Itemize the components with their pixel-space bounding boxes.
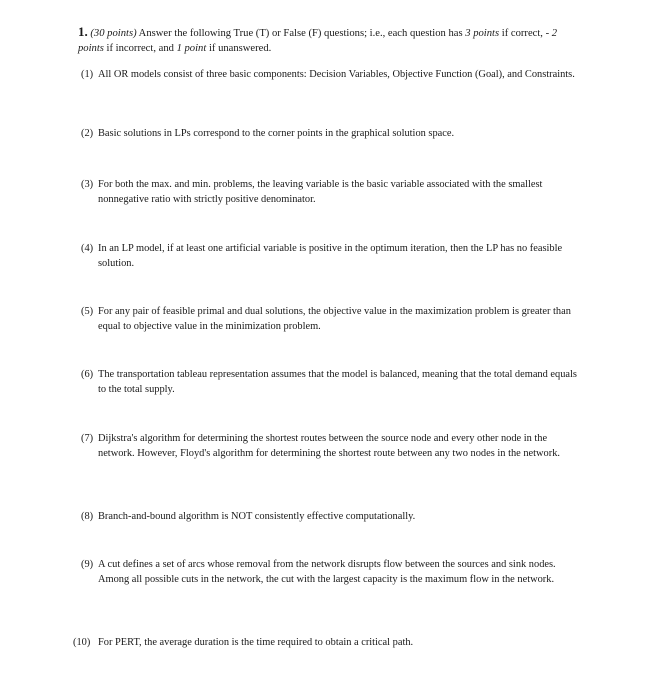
question-intro: Answer the following True (T) or False (F) questions; i.e., each question has [136,28,466,39]
statement-number: (10) [73,637,91,648]
statement-item-2 [81,126,581,141]
statement-item-5 [81,304,581,334]
statement-text: For any pair of feasible primal and dual solutions, the objective value in the maximization problem is greater than equal to objective value in the minimization problem. [98,306,571,332]
statement-item-4 [81,241,581,271]
unanswered-points: 1 point [176,43,207,54]
correct-text: if correct, - [499,28,552,39]
statement-item-7 [81,431,581,461]
statement-item-6 [81,367,581,397]
statement-number: (8) [81,511,94,522]
statement-text: All OR models consist of three basic components: Decision Variables, Objective Function (Goal), and Constraints. [98,69,575,80]
statement-number: (7) [81,433,94,444]
statement-item-10 [73,635,581,650]
question-number: 1. [78,24,88,39]
statement-text: For both the max. and min. problems, the leaving variable is the basic variable associated with the smallest nonnegative ratio with strictly positive denominator. [98,179,543,205]
statement-item-8 [81,509,581,524]
question-points: (30 points) [90,28,137,39]
statement-number: (4) [81,243,94,254]
statement-text: The transportation tableau representation assumes that the model is balanced, meaning that the total demand equals to the total supply. [98,369,577,395]
statement-text: In an LP model, if at least one artificial variable is positive in the optimum iteration, then the LP has no feasible solution. [98,243,563,269]
statement-text: A cut defines a set of arcs whose removal from the network disrupts flow between the sources and sink nodes. Among all possible cuts in the network, the cut with the largest capacity is the maximum flow in the network. [98,559,556,585]
statement-number: (6) [81,369,94,380]
statement-text: For PERT, the average duration is the time required to obtain a critical path. [98,637,414,648]
statement-item-9 [81,557,581,587]
statement-number: (9) [81,559,94,570]
statement-text: Branch-and-bound algorithm is NOT consistently effective computationally. [98,511,416,522]
statement-item-3 [81,177,581,207]
statement-item-1 [81,67,581,82]
question-header [78,24,578,56]
statement-number: (5) [81,306,94,317]
statement-text: Basic solutions in LPs correspond to the corner points in the graphical solution space. [98,128,455,139]
statement-number: (2) [81,128,94,139]
correct-points: 3 points [465,28,500,39]
unanswered-text: if unanswered. [206,43,272,54]
statement-number: (3) [81,179,94,190]
statement-text: Dijkstra's algorithm for determining the shortest routes between the source node and every other node in the network. However, Floyd's algorithm for determining the shortest route between any two nodes in the network. [98,433,561,459]
incorrect-text: if incorrect, and [103,43,177,54]
incorrect-points: 2 points [78,28,558,54]
statement-number: (1) [81,69,94,80]
